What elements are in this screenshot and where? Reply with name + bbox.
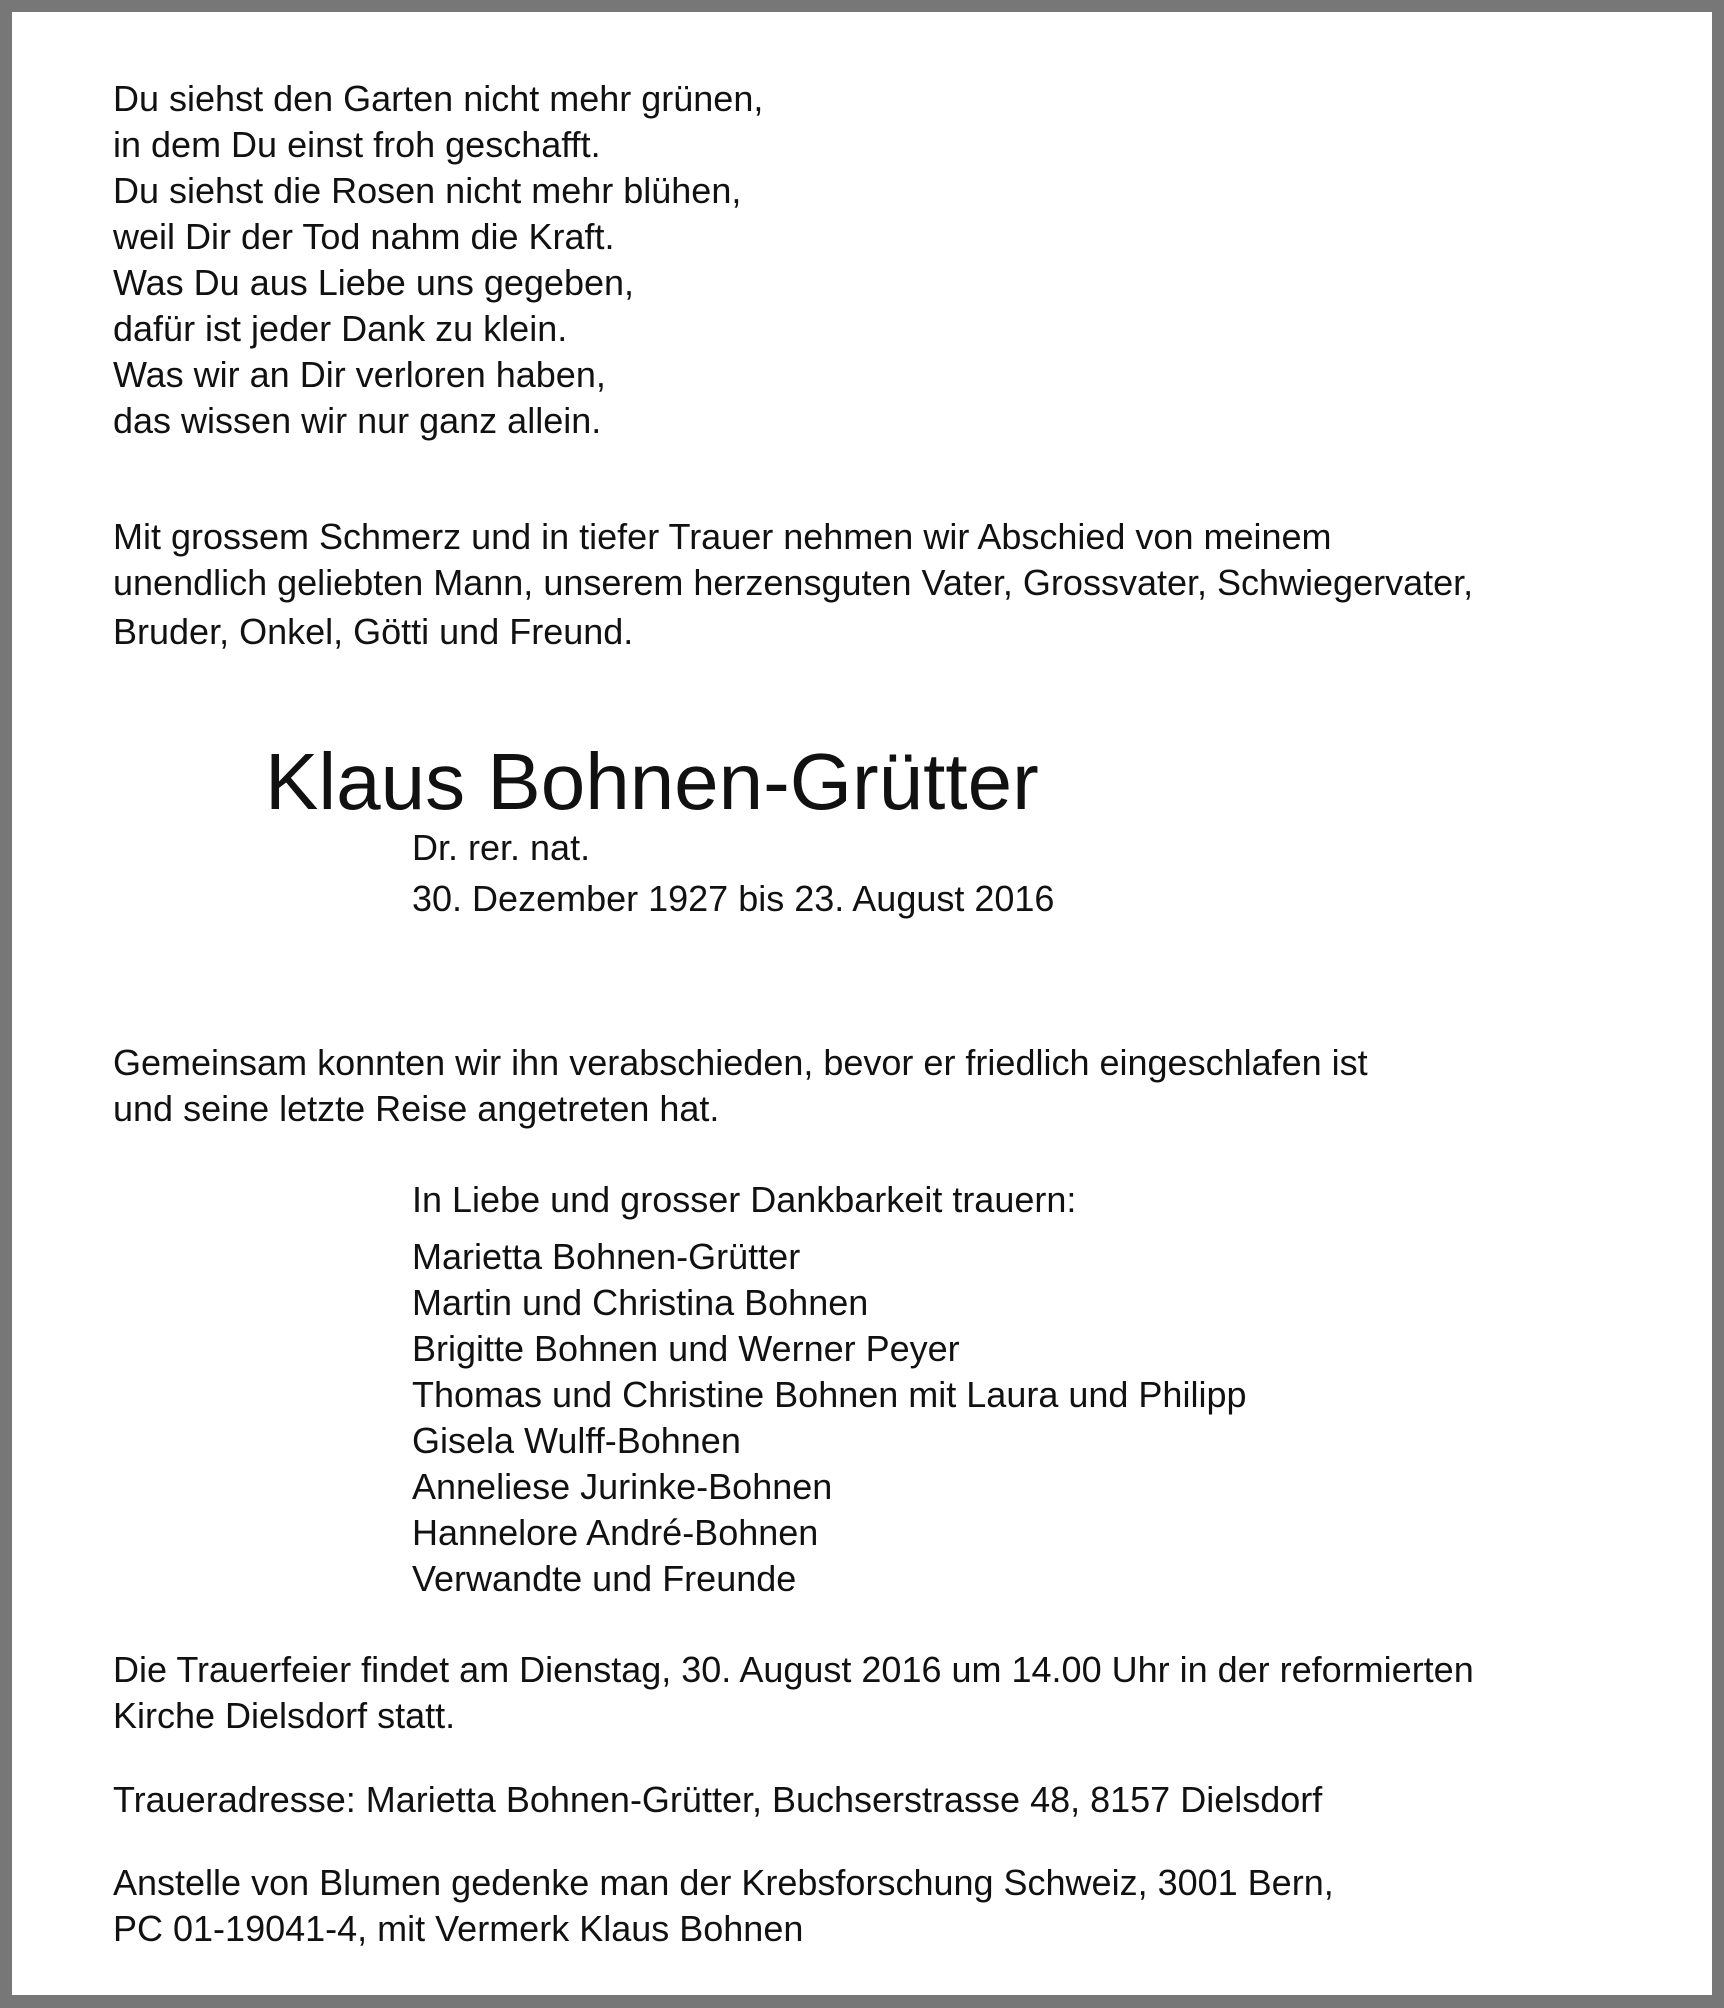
- farewell-line: Gemeinsam konnten wir ihn verabschieden, bevor er friedlich eingeschlafen ist: [113, 1042, 1368, 1083]
- donation-info: [113, 1860, 1334, 1952]
- deceased-details: [412, 825, 1054, 922]
- poem-line: Was wir an Dir verloren haben,: [113, 354, 606, 395]
- poem: [113, 76, 763, 444]
- mourners-heading: In Liebe und grosser Dankbarkeit trauern:: [412, 1179, 1077, 1220]
- deceased-dates: 30. Dezember 1927 bis 23. August 2016: [412, 878, 1055, 919]
- farewell-paragraph: [113, 1040, 1368, 1132]
- poem-line: in dem Du einst froh geschafft.: [113, 124, 601, 165]
- poem-line: Du siehst den Garten nicht mehr grünen,: [113, 78, 764, 119]
- obituary-page: [12, 12, 1712, 1995]
- intro-line: Mit grossem Schmerz und in tiefer Trauer nehmen wir Abschied von meinem: [113, 516, 1332, 557]
- mourner: Hannelore André-Bohnen: [412, 1512, 819, 1553]
- service-line: Die Trauerfeier findet am Dienstag, 30. August 2016 um 14.00 Uhr in der reformierten: [113, 1649, 1474, 1690]
- mourner: Brigitte Bohnen und Werner Peyer: [412, 1328, 960, 1369]
- poem-line: Du siehst die Rosen nicht mehr blühen,: [113, 170, 742, 211]
- service-line: Kirche Dielsdorf statt.: [113, 1695, 456, 1736]
- service-info: [113, 1647, 1474, 1739]
- intro-line: Bruder, Onkel, Götti und Freund.: [113, 611, 634, 652]
- poem-line: dafür ist jeder Dank zu klein.: [113, 308, 568, 349]
- mourner: Verwandte und Freunde: [412, 1558, 797, 1599]
- mourner: Thomas und Christine Bohnen mit Laura und Philipp: [412, 1374, 1247, 1415]
- deceased-title: Dr. rer. nat.: [412, 827, 591, 868]
- poem-line: das wissen wir nur ganz allein.: [113, 400, 602, 441]
- poem-line: weil Dir der Tod nahm die Kraft.: [113, 216, 615, 257]
- mourning-address: Traueradresse: Marietta Bohnen-Grütter, Buchserstrasse 48, 8157 Dielsdorf: [113, 1779, 1323, 1820]
- mourner: Martin und Christina Bohnen: [412, 1282, 869, 1323]
- donation-line: Anstelle von Blumen gedenke man der Krebsforschung Schweiz, 3001 Bern,: [113, 1862, 1334, 1903]
- mourner: Marietta Bohnen-Grütter: [412, 1236, 801, 1277]
- mourner: Anneliese Jurinke-Bohnen: [412, 1466, 833, 1507]
- mourners: [412, 1177, 1247, 1602]
- intro-line: unendlich geliebten Mann, unserem herzensguten Vater, Grossvater, Schwiegervater,: [113, 562, 1474, 603]
- donation-line: PC 01-19041-4, mit Vermerk Klaus Bohnen: [113, 1908, 804, 1949]
- mourner: Gisela Wulff-Bohnen: [412, 1420, 741, 1461]
- deceased-name: Klaus Bohnen-Grütter: [265, 737, 1039, 826]
- farewell-line: und seine letzte Reise angetreten hat.: [113, 1088, 720, 1129]
- poem-line: Was Du aus Liebe uns gegeben,: [113, 262, 635, 303]
- intro-paragraph: [113, 514, 1473, 655]
